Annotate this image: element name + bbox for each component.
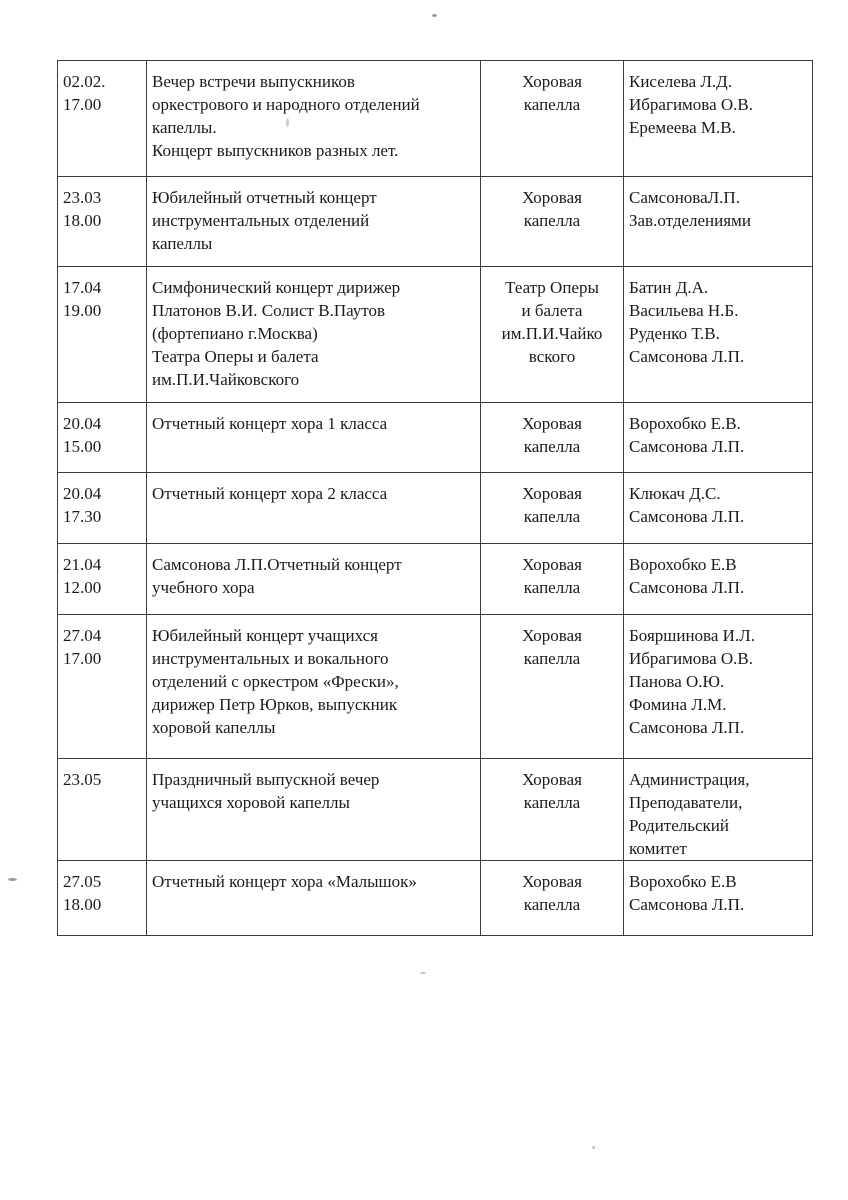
table-row xyxy=(58,267,813,403)
event-line: Театра Оперы и балета xyxy=(152,347,319,366)
event-cell xyxy=(147,544,481,615)
date-line: 17.00 xyxy=(63,649,102,668)
responsible-cell xyxy=(624,403,813,473)
date-cell xyxy=(58,177,147,267)
responsible-line: Ворохобко Е.В xyxy=(629,872,737,891)
event-line: инструментальных и вокального xyxy=(152,649,389,668)
responsible-line: Клюкач Д.С. xyxy=(629,484,721,503)
venue-line: капелла xyxy=(523,507,581,526)
table-row xyxy=(58,177,813,267)
responsible-line: Самсонова Л.П. xyxy=(629,507,745,526)
venue-line: Хоровая xyxy=(522,414,582,433)
venue-line: Хоровая xyxy=(522,484,582,503)
table-row xyxy=(58,61,813,177)
date-cell xyxy=(58,615,147,759)
responsible-cell xyxy=(624,473,813,544)
date-line: 17.04 xyxy=(63,278,102,297)
responsible-line: Батин Д.А. xyxy=(629,278,709,297)
venue-line: Хоровая xyxy=(522,555,582,574)
responsible-line: Администрация, xyxy=(629,770,750,789)
responsible-line: Ибрагимова О.В. xyxy=(629,649,754,668)
venue-line: капелла xyxy=(523,793,581,812)
responsible-line: Самсонова Л.П. xyxy=(629,895,745,914)
venue-line: Хоровая xyxy=(522,626,582,645)
responsible-line: Васильева Н.Б. xyxy=(629,301,739,320)
event-line: капеллы xyxy=(152,234,213,253)
event-line: учащихся хоровой капеллы xyxy=(152,793,350,812)
venue-line: Хоровая xyxy=(522,188,582,207)
event-cell xyxy=(147,615,481,759)
date-line: 17.30 xyxy=(63,507,102,526)
venue-line: капелла xyxy=(523,649,581,668)
responsible-line: Руденко Т.В. xyxy=(629,324,720,343)
date-line: 23.03 xyxy=(63,188,102,207)
event-line: Симфонический концерт дирижер xyxy=(152,278,401,297)
responsible-line: Зав.отделениями xyxy=(629,211,751,230)
date-line: 19.00 xyxy=(63,301,102,320)
venue-cell xyxy=(481,759,624,861)
event-line: Юбилейный концерт учащихся xyxy=(152,626,378,645)
responsible-line: Панова О.Ю. xyxy=(629,672,725,691)
scan-speck xyxy=(592,1146,595,1149)
venue-cell xyxy=(481,61,624,177)
scan-speck xyxy=(420,972,426,974)
responsible-cell xyxy=(624,861,813,936)
responsible-line: Самсонова Л.П. xyxy=(629,718,745,737)
responsible-cell xyxy=(624,759,813,861)
venue-cell xyxy=(481,615,624,759)
event-line: (фортепиано г.Москва) xyxy=(152,324,318,343)
date-cell xyxy=(58,267,147,403)
date-cell xyxy=(58,544,147,615)
venue-cell xyxy=(481,861,624,936)
date-cell xyxy=(58,759,147,861)
table-row xyxy=(58,544,813,615)
date-line: 23.05 xyxy=(63,770,102,789)
event-cell xyxy=(147,861,481,936)
date-line: 12.00 xyxy=(63,578,102,597)
responsible-line: Самсонова Л.П. xyxy=(629,578,745,597)
table-row xyxy=(58,861,813,936)
event-cell xyxy=(147,61,481,177)
venue-cell xyxy=(481,403,624,473)
event-line: Самсонова Л.П.Отчетный концерт xyxy=(152,555,402,574)
event-line: отделений с оркестром «Фрески», xyxy=(152,672,399,691)
event-line: хоровой капеллы xyxy=(152,718,276,737)
event-line: учебного хора xyxy=(152,578,255,597)
table-row xyxy=(58,473,813,544)
venue-line: капелла xyxy=(523,895,581,914)
responsible-cell xyxy=(624,267,813,403)
schedule-body xyxy=(58,61,813,936)
venue-line: капелла xyxy=(523,95,581,114)
date-line: 18.00 xyxy=(63,211,102,230)
responsible-cell xyxy=(624,177,813,267)
venue-line: им.П.И.Чайко xyxy=(501,324,603,343)
table-row xyxy=(58,615,813,759)
responsible-line: Бояршинова И.Л. xyxy=(629,626,755,645)
event-cell xyxy=(147,403,481,473)
event-line: Отчетный концерт хора «Малышок» xyxy=(152,872,417,891)
date-cell xyxy=(58,403,147,473)
responsible-line: Киселева Л.Д. xyxy=(629,72,732,91)
responsible-line: Самсонова Л.П. xyxy=(629,437,745,456)
date-line: 27.04 xyxy=(63,626,102,645)
venue-line: Хоровая xyxy=(522,72,582,91)
scan-speck xyxy=(432,14,437,17)
responsible-line: Родительский xyxy=(629,816,729,835)
date-line: 02.02. xyxy=(63,72,106,91)
event-line: Отчетный концерт хора 1 класса xyxy=(152,414,388,433)
responsible-line: СамсоноваЛ.П. xyxy=(629,188,740,207)
date-line: 20.04 xyxy=(63,414,102,433)
event-line: Отчетный концерт хора 2 класса xyxy=(152,484,388,503)
responsible-line: Самсонова Л.П. xyxy=(629,347,745,366)
venue-line: капелла xyxy=(523,211,581,230)
venue-line: и балета xyxy=(521,301,583,320)
event-line: оркестрового и народного отделений xyxy=(152,95,420,114)
responsible-line: Ворохобко Е.В xyxy=(629,555,737,574)
responsible-line: Ворохобко Е.В. xyxy=(629,414,741,433)
scan-speck xyxy=(286,118,289,127)
responsible-cell xyxy=(624,615,813,759)
responsible-line: Еремеева М.В. xyxy=(629,118,736,137)
date-cell xyxy=(58,473,147,544)
event-line: дирижер Петр Юрков, выпускник xyxy=(152,695,398,714)
venue-cell xyxy=(481,544,624,615)
venue-line: Театр Оперы xyxy=(505,278,599,297)
responsible-line: Ибрагимова О.В. xyxy=(629,95,754,114)
event-line: капеллы. xyxy=(152,118,217,137)
date-line: 21.04 xyxy=(63,555,102,574)
responsible-line: Преподаватели, xyxy=(629,793,743,812)
event-line: Платонов В.И. Солист В.Паутов xyxy=(152,301,386,320)
event-cell xyxy=(147,473,481,544)
venue-line: Хоровая xyxy=(522,770,582,789)
venue-cell xyxy=(481,177,624,267)
scan-speck xyxy=(8,878,17,881)
venue-line: вского xyxy=(528,347,576,366)
table-row xyxy=(58,759,813,861)
venue-cell xyxy=(481,267,624,403)
date-line: 27.05 xyxy=(63,872,102,891)
date-line: 20.04 xyxy=(63,484,102,503)
date-line: 18.00 xyxy=(63,895,102,914)
event-line: инструментальных отделений xyxy=(152,211,370,230)
date-cell xyxy=(58,61,147,177)
event-line: им.П.И.Чайковского xyxy=(152,370,300,389)
table-row xyxy=(58,403,813,473)
event-line: Праздничный выпускной вечер xyxy=(152,770,380,789)
responsible-line: комитет xyxy=(629,839,687,858)
responsible-cell xyxy=(624,544,813,615)
date-cell xyxy=(58,861,147,936)
venue-line: капелла xyxy=(523,578,581,597)
schedule-table xyxy=(57,60,813,936)
venue-cell xyxy=(481,473,624,544)
event-line: Юбилейный отчетный концерт xyxy=(152,188,377,207)
date-line: 15.00 xyxy=(63,437,102,456)
date-line: 17.00 xyxy=(63,95,102,114)
event-cell xyxy=(147,177,481,267)
venue-line: капелла xyxy=(523,437,581,456)
event-line: Вечер встречи выпускников xyxy=(152,72,355,91)
responsible-cell xyxy=(624,61,813,177)
responsible-line: Фомина Л.М. xyxy=(629,695,727,714)
event-cell xyxy=(147,267,481,403)
event-cell xyxy=(147,759,481,861)
venue-line: Хоровая xyxy=(522,872,582,891)
event-line: Концерт выпускников разных лет. xyxy=(152,141,399,160)
